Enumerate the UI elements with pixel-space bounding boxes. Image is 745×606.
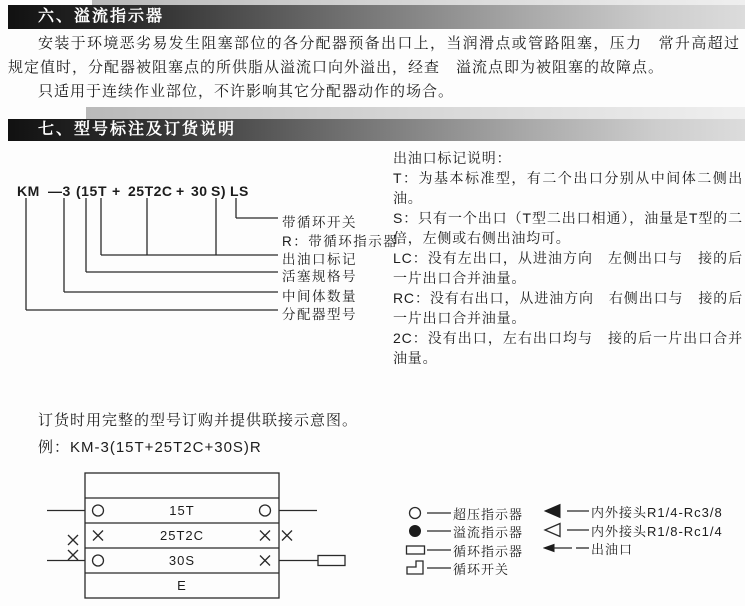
section-7-title: 七、型号标注及订货说明 (38, 121, 237, 138)
model-token-ls: LS (230, 183, 249, 199)
label-loop-indicator-r: R：带循环指示器 (282, 234, 399, 249)
overflow-indicator-icon (405, 522, 453, 540)
circle-marker (93, 555, 104, 566)
model-token-plus1: + (112, 183, 121, 199)
outlet-note-lc: LC：没有左出口，从进油方向 左侧出口与 接的后一片出口合并油量。 (393, 250, 743, 286)
label-distributor-model: 分配器型号 (282, 307, 357, 322)
outlet-note-2c: 2C：没有出口，左右出口均与 接的后一片出口合并油量。 (393, 330, 743, 366)
section-6-paragraph-2: 只适用于连续作业部位，不许影响其它分配器动作的场合。 (38, 83, 455, 100)
section-6-banner (8, 5, 745, 29)
section-7-banner-highlight (86, 107, 745, 119)
legend-label: 内外接头R1/4-Rc3/8 (591, 504, 723, 520)
circle-marker (93, 505, 104, 516)
overpressure-indicator-icon (405, 504, 453, 522)
schematic-row-30s: 30S (168, 553, 196, 568)
ordering-section (38, 407, 358, 461)
legend-label: 超压指示器 (453, 506, 524, 522)
connection-schematic (30, 465, 390, 605)
legend-fitting-r18 (543, 521, 723, 539)
fitting-r14-icon (543, 502, 591, 520)
model-token-25t2c: 25T2C (128, 183, 173, 199)
circle-marker (260, 505, 271, 516)
model-token-15: (15 (76, 183, 98, 199)
outlet-note-s: S：只有一个出口（T型二出口相通），油量是T型的二倍，左侧或右侧出油均可。 (393, 210, 743, 246)
fitting-r18-icon (543, 521, 591, 539)
legend-label: 出油口 (591, 541, 634, 557)
legend-oil-outlet (543, 539, 633, 557)
outlet-note-t: T：为基本标准型，有二个出口分别从中间体二侧出油。 (393, 170, 743, 206)
section-6-title: 六、溢流指示器 (38, 8, 165, 25)
model-token-count: —3 (48, 183, 71, 199)
cross-marker (260, 531, 270, 541)
legend-overpressure-indicator (405, 504, 523, 522)
outlet-notes-title: 出油口标记说明： (393, 150, 512, 166)
legend-label: 溢流指示器 (453, 524, 524, 540)
circulation-indicator-symbol (318, 556, 345, 566)
legend-circulation-switch (405, 559, 509, 577)
model-token-plus2: + (176, 183, 185, 199)
legend-label: 循环指示器 (453, 543, 524, 559)
circulation-indicator-icon (405, 541, 453, 559)
legend-overflow-indicator (405, 522, 523, 540)
model-code-diagram (0, 180, 399, 322)
cross-marker (93, 531, 103, 541)
outlet-note-rc: RC：没有右出口，从进油方向 右侧出口与 接的后一片出口合并油量。 (393, 290, 743, 326)
ordering-note: 订货时用完整的型号订购并提供联接示意图。 (38, 412, 359, 429)
schematic-row-15t: 15T (169, 503, 195, 518)
section-7-banner (8, 119, 745, 141)
oil-outlet-arrow-icon (543, 539, 591, 557)
model-token-s: S) (211, 183, 226, 199)
legend-fitting-r14 (543, 502, 723, 520)
circulation-switch-icon (405, 559, 453, 577)
label-loop-switch: 带循环开关 (282, 215, 357, 230)
outlet-marking-notes (393, 148, 743, 368)
model-token-t: T (98, 183, 108, 199)
cross-marker (260, 556, 270, 566)
schematic-row-e: E (177, 578, 187, 593)
cross-marker (68, 535, 78, 545)
ordering-example: 例：KM-3(15T+25T2C+30S)R (38, 439, 262, 456)
label-outlet-marking: 出油口标记 (282, 252, 357, 267)
cross-marker (282, 531, 292, 541)
schematic-row-25t2c: 25T2C (159, 528, 205, 543)
label-piston-spec: 活塞规格号 (282, 269, 357, 284)
connection-schematic-drawing (30, 465, 390, 605)
cross-marker (68, 550, 78, 560)
legend-label: 内外接头R1/8-Rc1/4 (591, 523, 723, 539)
section-6-paragraph-1: 安装于环境恶劣易发生阻塞部位的各分配器预备出口上，当润滑点或管路阻塞，压力 常升高超过规定值时，分配器被阻塞点的所供脂从溢流口向外溢出，经查 溢流点即为被阻塞的故障点。 (8, 35, 740, 76)
legend-label: 循环开关 (453, 561, 510, 577)
legend-circulation-indicator (405, 541, 523, 559)
model-token-30: 30 (191, 183, 208, 199)
symbol-legend (395, 498, 745, 598)
model-token-km: KM (17, 183, 40, 199)
label-middle-body-count: 中间体数量 (282, 289, 357, 304)
